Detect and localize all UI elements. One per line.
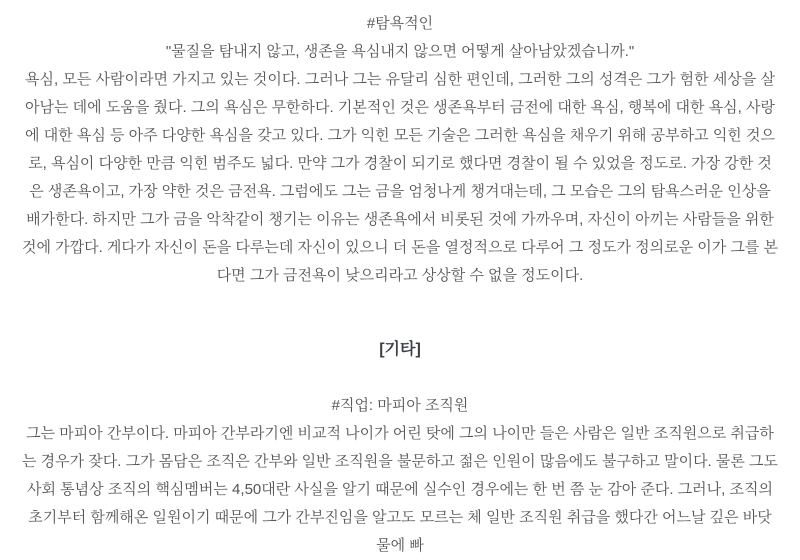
trait-hashtag: #탐욕적인 — [366, 15, 434, 32]
section-header-misc: [기타] — [379, 341, 421, 358]
trait-description-paragraph: 욕심, 모든 사람이라면 가지고 있는 것이다. 그러나 그는 유달리 심한 편인데, 그러한 그의 성격은 그가 험한 세상을 살아남는 데에 도움을 줬다. 그의 욕심은 무한하다. 기본적인 것은 생존욕부터 금전에 대한 욕심, 행복에 대한 욕심, 사랑에 대한 욕심 등 아주 다양한 욕심을 갖고 있다. 그가 익힌 모든 기술은 그러한 욕심을 채우기 위해 공부하고 익힌 것으로, 욕심이 다양한 만큼 익힌 범주도 넓다. 만약 그가 경찰이 되기로 했다면 경찰이 될 수 있었을 정도로. 가장 강한 것은 생존욕이고, 가장 약한 것은 금전욕. 그럼에도 그는 금을 엄청나게 챙겨대는데, 그 모습은 그의 탐욕스러운 인상을 배가한다. 하지만 그가 금을 악착같이 챙기는 이유는 생존욕에서 비롯된 것에 가까우며, 자신이 아끼는 사람들을 위한 것에 가깝다. 게다가 자신이 돈을 다루는데 자신이 있으니 더 돈을 열정적으로 다루어 그 정도가 정의로운 이가 그를 본다면 그가 금전욕이 낮으리라고 상상할 수 없을 정도이다. — [21, 71, 779, 284]
occupation-description-paragraph: 그는 마피아 간부이다. 마피아 간부라기엔 비교적 나이가 어린 탓에 그의 나이만 들은 사람은 일반 조직원으로 취급하는 경우가 잦다. 그가 몸담은 조직은 간부와 일반 조직원을 불문하고 젊은 인원이 많음에도 불구하고 말이다. 물론 그도 사회 통념상 조직의 핵심멤버는 4,50대란 사실을 알기 때문에 실수인 경우에는 한 번 쯤 눈 감아 준다. 그러나, 조직의 초기부터 함께해온 일원이기 때문에 그가 간부진임을 알고도 모르는 체 일반 조직원 취급을 했다간 어느날 깊은 바닷물에 빠 — [21, 425, 779, 554]
trait-quote: "물질을 탐내지 않고, 생존을 욕심내지 않으면 어떻게 살아남았겠습니까." — [165, 43, 635, 60]
occupation-hashtag: #직업: 마피아 조직원 — [331, 397, 469, 414]
